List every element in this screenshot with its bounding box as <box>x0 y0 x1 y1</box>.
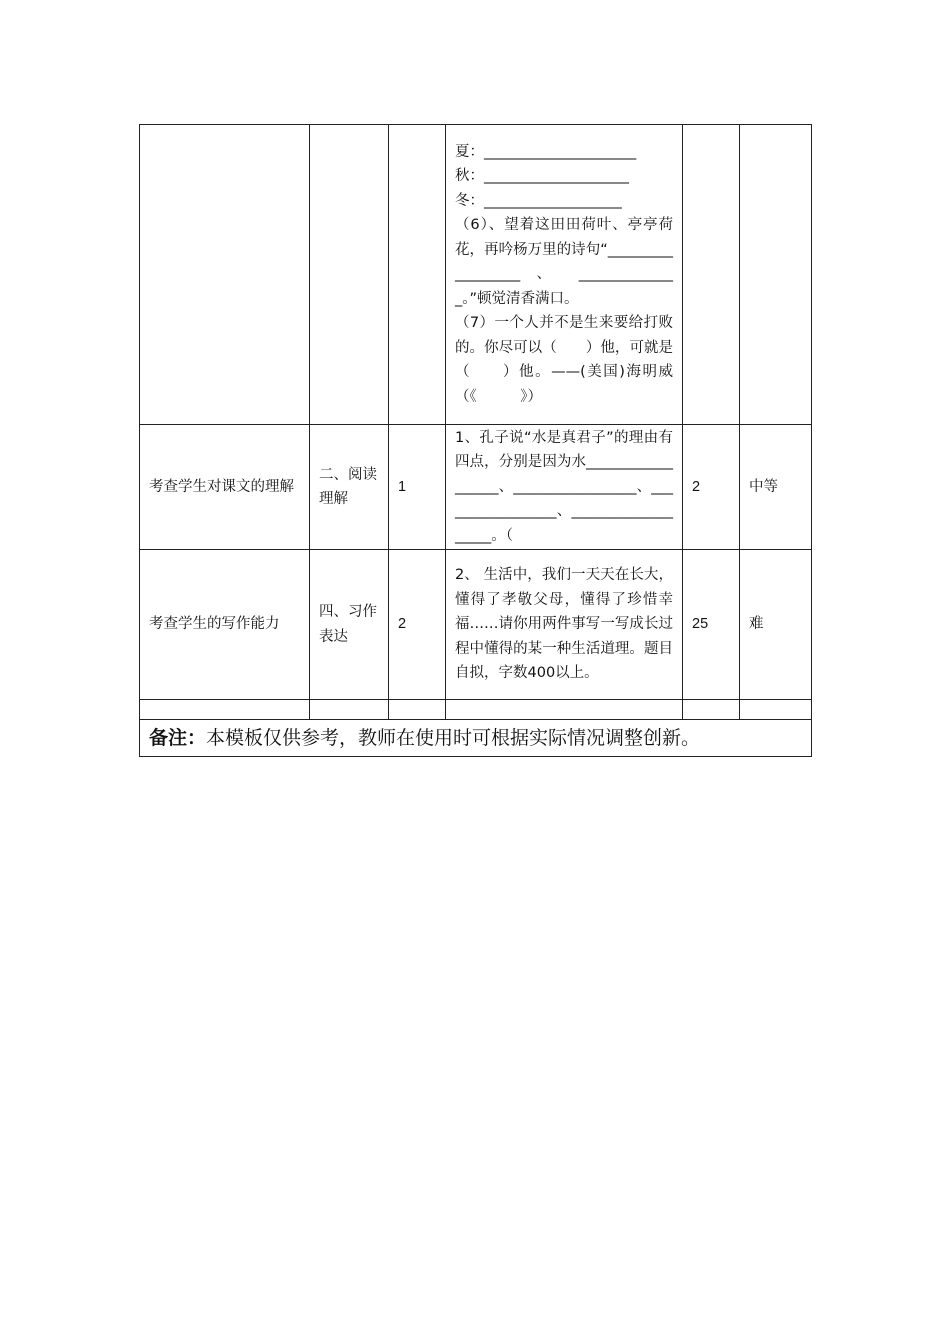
blank-cell <box>683 700 740 720</box>
question-6-text: （6）、望着这田田荷叶、亭亭荷花，再吟杨万里的诗句“__________________ 、 ______________。”顿觉清香满口。 <box>455 217 673 307</box>
difficulty-cell: 中等 <box>740 425 812 550</box>
section-cell-empty <box>310 125 389 425</box>
blank-cell <box>310 700 389 720</box>
exam-plan-table <box>139 124 812 757</box>
section-cell: 四、习作表达 <box>310 550 389 700</box>
table-row-blank <box>140 700 812 720</box>
number-cell: 1 <box>389 425 446 550</box>
question-cell-continued <box>446 125 683 425</box>
score-cell-empty <box>683 125 740 425</box>
note-label: 备注： <box>149 727 207 749</box>
question-cell: 2、 生活中，我们一天天在长大，懂得了孝敬父母，懂得了珍惜幸福……请你用两件事写一写成长过程中懂得的某一种生活道理。题目自拟，字数400以上。 <box>446 550 683 700</box>
summer-blank-line: 夏：_____________________ <box>455 143 637 160</box>
blank-cell <box>389 700 446 720</box>
number-cell-empty <box>389 125 446 425</box>
difficulty-cell: 难 <box>740 550 812 700</box>
note-text: 本模板仅供参考，教师在使用时可根据实际情况调整创新。 <box>206 727 701 749</box>
section-cell: 二、阅读理解 <box>310 425 389 550</box>
blank-cell <box>446 700 683 720</box>
note-cell <box>140 720 812 757</box>
score-cell: 2 <box>683 425 740 550</box>
table-row-continued <box>140 125 812 425</box>
exam-design-sheet <box>139 124 811 757</box>
number-cell: 2 <box>389 550 446 700</box>
table-row <box>140 550 812 700</box>
autumn-blank-line: 秋：____________________ <box>455 168 629 185</box>
question-7-text: （7）一个人并不是生来要给打败的。你尽可以（ ）他，可就是（ ）他。——(美国)海明威（《 》） <box>455 315 673 405</box>
score-cell: 25 <box>683 550 740 700</box>
goal-cell: 考查学生的写作能力 <box>140 550 310 700</box>
difficulty-cell-empty <box>740 125 812 425</box>
goal-cell-empty <box>140 125 310 425</box>
winter-blank-line: 冬：___________________ <box>455 192 622 209</box>
question-cell: 1、孔子说“水是真君子”的理由有四点，分别是因为水__________________、_________________、_________________、___________________。（ <box>446 425 683 550</box>
note-row <box>140 720 812 757</box>
goal-cell: 考查学生对课文的理解 <box>140 425 310 550</box>
blank-cell <box>740 700 812 720</box>
table-row <box>140 425 812 550</box>
blank-cell <box>140 700 310 720</box>
